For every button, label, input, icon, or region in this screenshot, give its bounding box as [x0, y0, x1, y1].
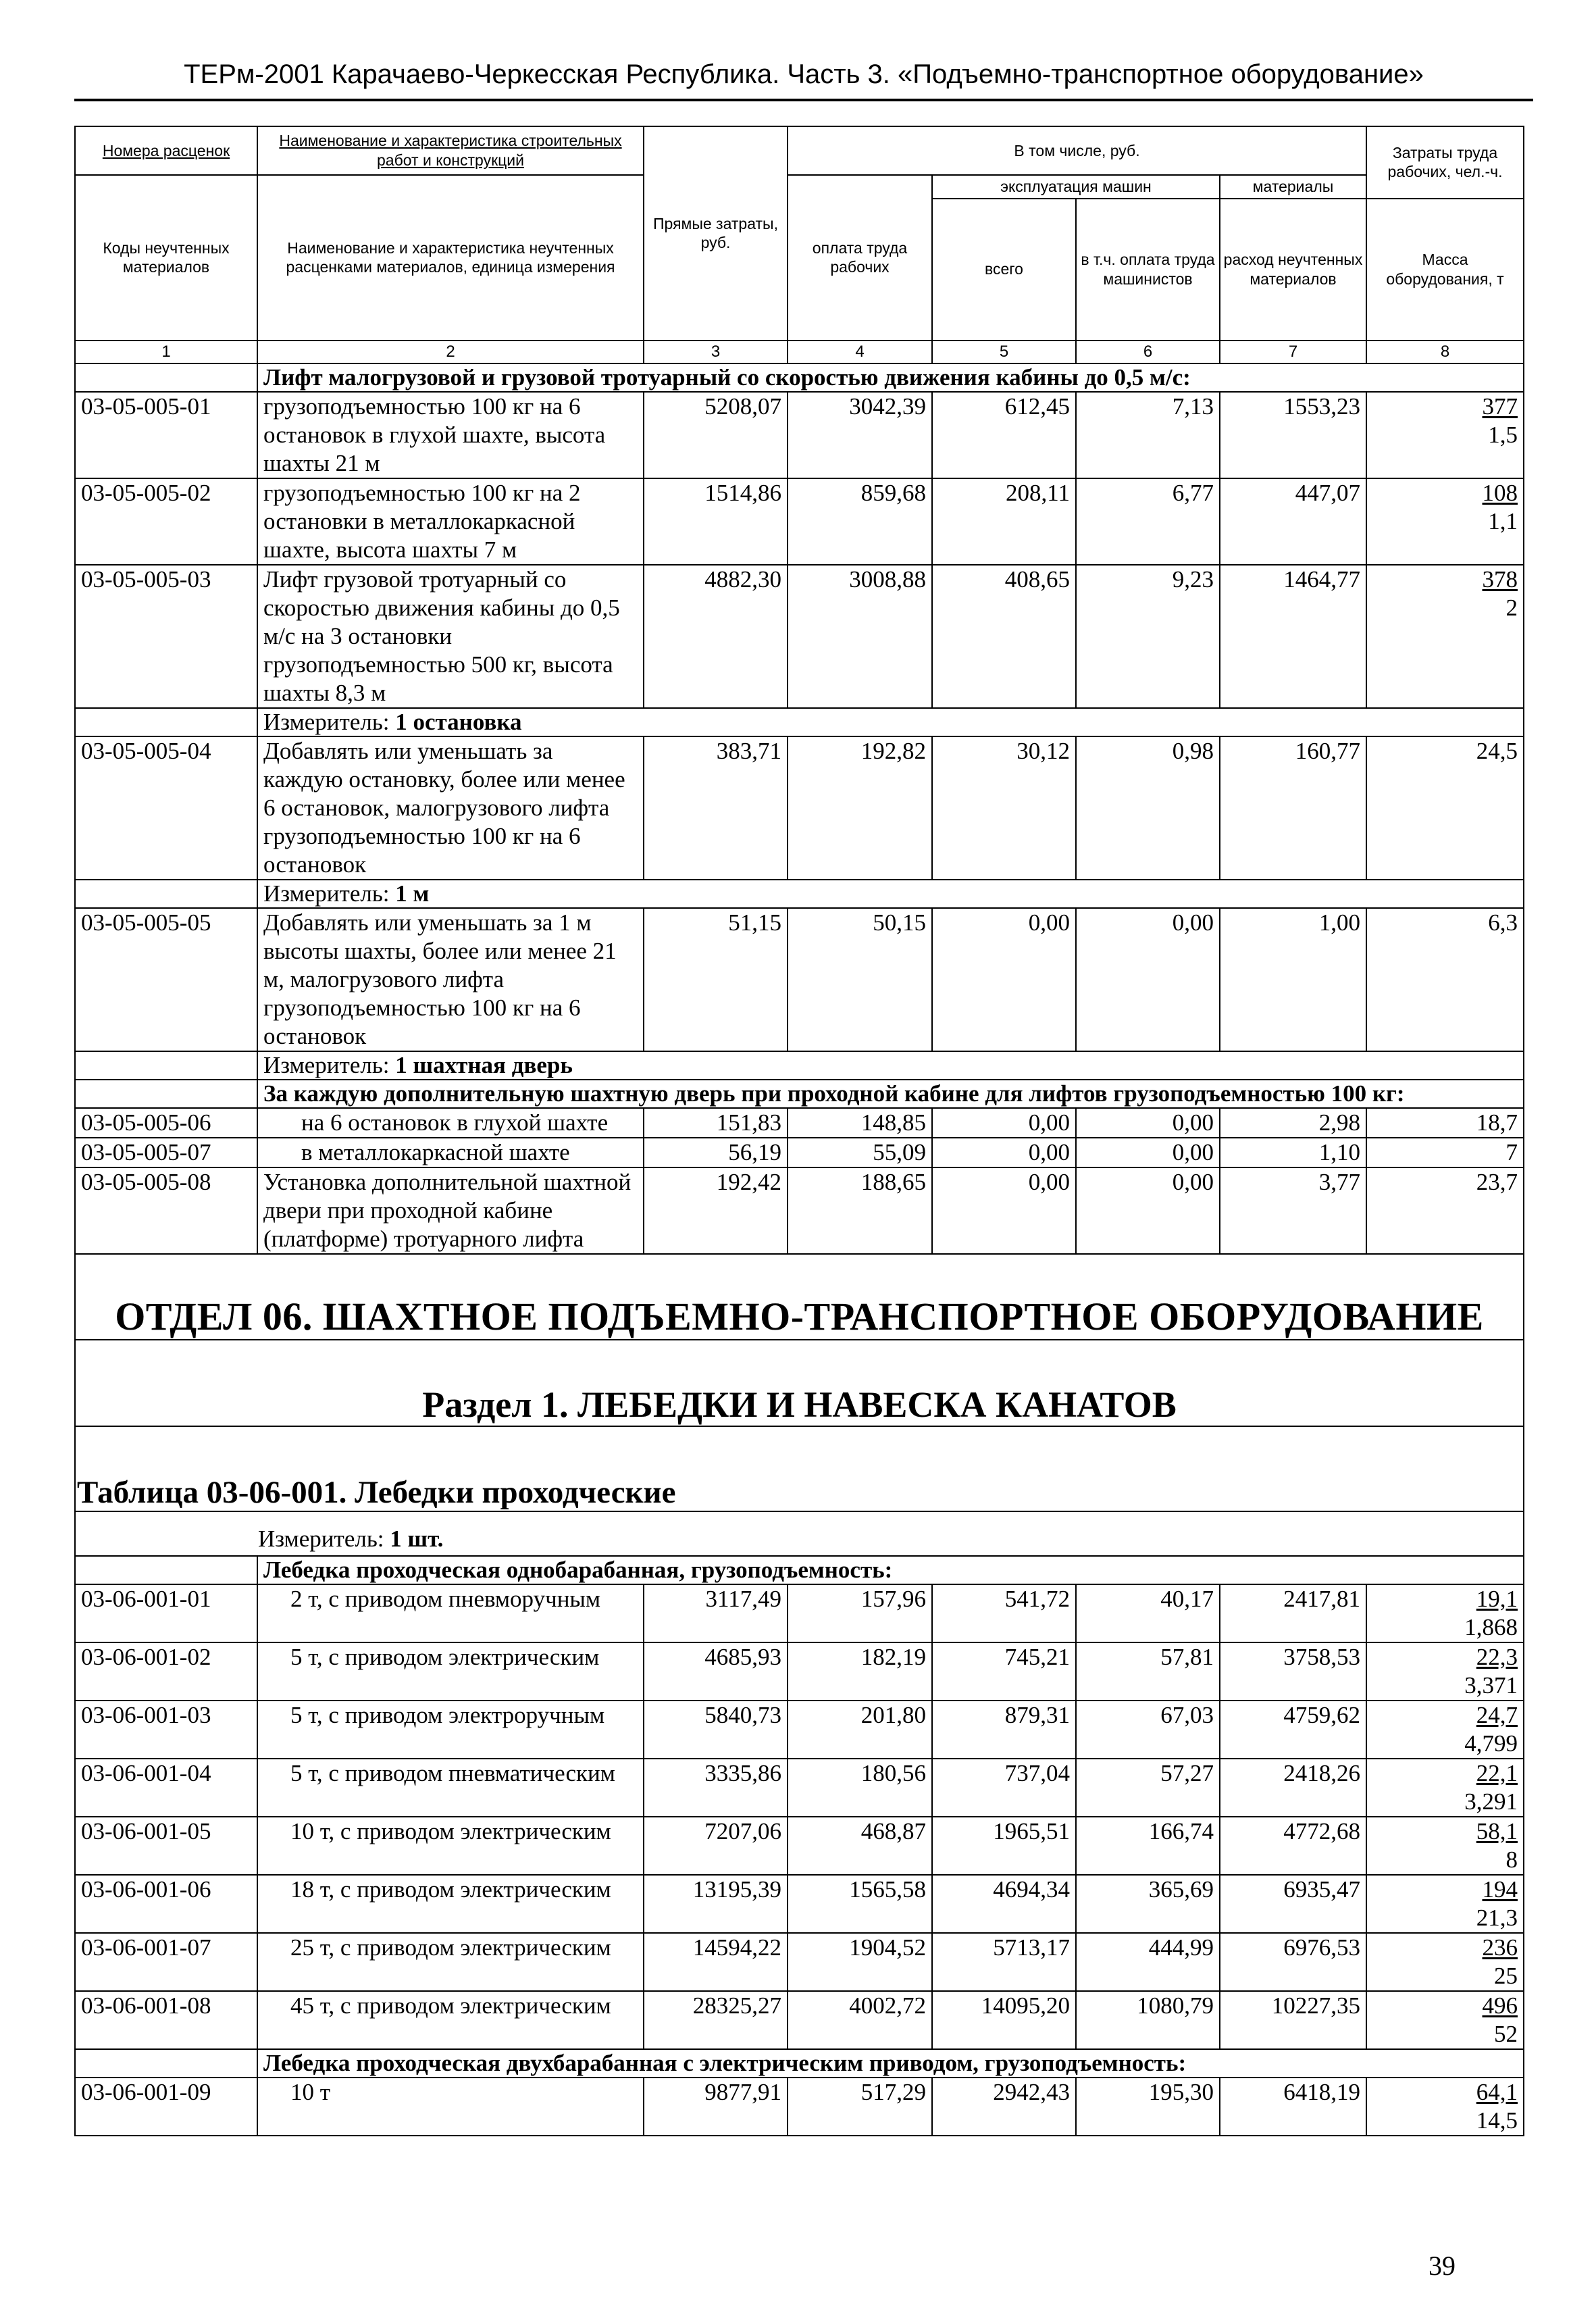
table-row: 03-06-001-03 5 т, с приводом электроручным 5840,73 201,80 879,31 67,03 4759,62 24,7 4,799: [75, 1701, 1524, 1759]
machines-total-head: всего: [932, 199, 1076, 341]
group-title: Лебедка проходческая двухбарабанная с электрическим приводом, грузоподъемность:: [257, 2049, 1524, 2078]
col8-head-bottom: Масса оборудования, т: [1366, 199, 1524, 341]
page-number: 39: [1428, 2250, 1456, 2281]
labor-pay-head: оплата труда рабочих: [788, 175, 932, 341]
section-title: Раздел 1. ЛЕБЕДКИ И НАВЕСКА КАНАТОВ: [75, 1340, 1524, 1426]
table-row: 03-05-005-07 в металлокаркасной шахте 56,19 55,09 0,00 0,00 1,10 7: [75, 1138, 1524, 1167]
col3-head: Прямые затраты, руб.: [644, 126, 788, 341]
col2-head-top: Наименование и характеристика строительных работ и конструкций: [257, 126, 644, 175]
price-table: [74, 126, 1524, 2136]
materials-head: материалы: [1220, 175, 1366, 199]
machines-head: эксплуатация машин: [932, 175, 1220, 199]
group-title: Лебедка проходческая однобарабанная, грузоподъемность:: [257, 1556, 1524, 1584]
col-number: 5: [932, 341, 1076, 363]
table-row: 03-05-005-01 грузоподъемностью 100 кг на 6 остановок в глухой шахте, высота шахты 21 м 5208,07 3042,39 612,45 7,13 1553,23 377 1,5: [75, 392, 1524, 478]
materials-sub-head: расход неучтенных материалов: [1220, 199, 1366, 341]
table-row: 03-05-005-05 Добавлять или уменьшать за 1 м высоты шахты, более или менее 21 м, малогрузового лифта грузоподъемностью 100 кг на 6 остановок 51,15 50,15 0,00 0,00 1,00 6,3: [75, 908, 1524, 1051]
table-row: 03-05-005-04 Добавлять или уменьшать за каждую остановку, более или менее 6 остановок, малогрузового лифта грузоподъемностью 100 кг на 6 остановок 383,71 192,82 30,12 0,98 160,77 24,5: [75, 736, 1524, 880]
table-row: 03-05-005-06 на 6 остановок в глухой шахте 151,83 148,85 0,00 0,00 2,98 18,7: [75, 1108, 1524, 1138]
col-number: 3: [644, 341, 788, 363]
col8-head-top: Затраты труда рабочих, чел.-ч.: [1366, 126, 1524, 199]
table-row: 03-06-001-05 10 т, с приводом электрическим 7207,06 468,87 1965,51 166,74 4772,68 58,1 8: [75, 1817, 1524, 1875]
meter-label: Измеритель: 1 шахтная дверь: [257, 1051, 1524, 1080]
col-number: 8: [1366, 341, 1524, 363]
meter-label: Измеритель: 1 шт.: [75, 1511, 1524, 1556]
page-header: ТЕРм-2001 Карачаево-Черкесская Республика. Часть 3. «Подъемно-транспортное оборудование»: [184, 59, 1424, 89]
group-title: Лифт малогрузовой и грузовой тротуарный со скоростью движения кабины до 0,5 м/с:: [257, 363, 1524, 392]
column-numbers-row: [75, 341, 1524, 363]
table-row: 03-06-001-09 10 т 9877,91 517,29 2942,43 195,30 6418,19 64,1 14,5: [75, 2078, 1524, 2136]
table-row: 03-06-001-04 5 т, с приводом пневматическим 3335,86 180,56 737,04 57,27 2418,26 22,1 3,291: [75, 1759, 1524, 1817]
department-title: ОТДЕЛ 06. ШАХТНОЕ ПОДЪЕМНО-ТРАНСПОРТНОЕ ОБОРУДОВАНИЕ: [75, 1254, 1524, 1340]
incl-head: В том числе, руб.: [788, 126, 1366, 175]
group-title: За каждую дополнительную шахтную дверь при проходной кабине для лифтов грузоподъемностью 100 кг:: [257, 1080, 1524, 1108]
col1-head-bottom: Коды неучтенных материалов: [75, 175, 257, 341]
table-row: 03-06-001-02 5 т, с приводом электрическим 4685,93 182,19 745,21 57,81 3758,53 22,3 3,371: [75, 1642, 1524, 1701]
col1-head-top: Номера расценок: [75, 126, 257, 175]
table-row: 03-06-001-08 45 т, с приводом электрическим 28325,27 4002,72 14095,20 1080,79 10227,35 496 52: [75, 1991, 1524, 2049]
table-row: 03-05-005-03 Лифт грузовой тротуарный со скоростью движения кабины до 0,5 м/с на 3 остановки грузоподъемностью 500 кг, высота шахты 8,3 м 4882,30 3008,88 408,65 9,23 1464,77 378 2: [75, 565, 1524, 708]
col-number: 1: [75, 341, 257, 363]
table-row: 03-05-005-08 Установка дополнительной шахтной двери при проходной кабине (платформе) тротуарного лифта 192,42 188,65 0,00 0,00 3,77 23,7: [75, 1167, 1524, 1254]
table-title: Таблица 03-06-001. Лебедки проходческие: [75, 1426, 1524, 1511]
meter-label: Измеритель: 1 м: [257, 880, 1524, 908]
table-row: 03-06-001-07 25 т, с приводом электрическим 14594,22 1904,52 5713,17 444,99 6976,53 236 25: [75, 1933, 1524, 1991]
meter-label: Измеритель: 1 остановка: [257, 708, 1524, 736]
table-row: 03-06-001-06 18 т, с приводом электрическим 13195,39 1565,58 4694,34 365,69 6935,47 194 21,3: [75, 1875, 1524, 1933]
header-rule: [74, 99, 1533, 101]
col2-head-bottom: Наименование и характеристика неучтенных расценками материалов, единица измерения: [257, 175, 644, 341]
machines-pay-head: в т.ч. оплата труда машинистов: [1076, 199, 1220, 341]
table-row: 03-05-005-02 грузоподъемностью 100 кг на 2 остановки в металлокаркасной шахте, высота шахты 7 м 1514,86 859,68 208,11 6,77 447,07 108 1,1: [75, 478, 1524, 565]
col-number: 7: [1220, 341, 1366, 363]
col-number: 2: [257, 341, 644, 363]
col-number: 6: [1076, 341, 1220, 363]
table-row: 03-06-001-01 2 т, с приводом пневморучным 3117,49 157,96 541,72 40,17 2417,81 19,1 1,868: [75, 1584, 1524, 1642]
col-number: 4: [788, 341, 932, 363]
